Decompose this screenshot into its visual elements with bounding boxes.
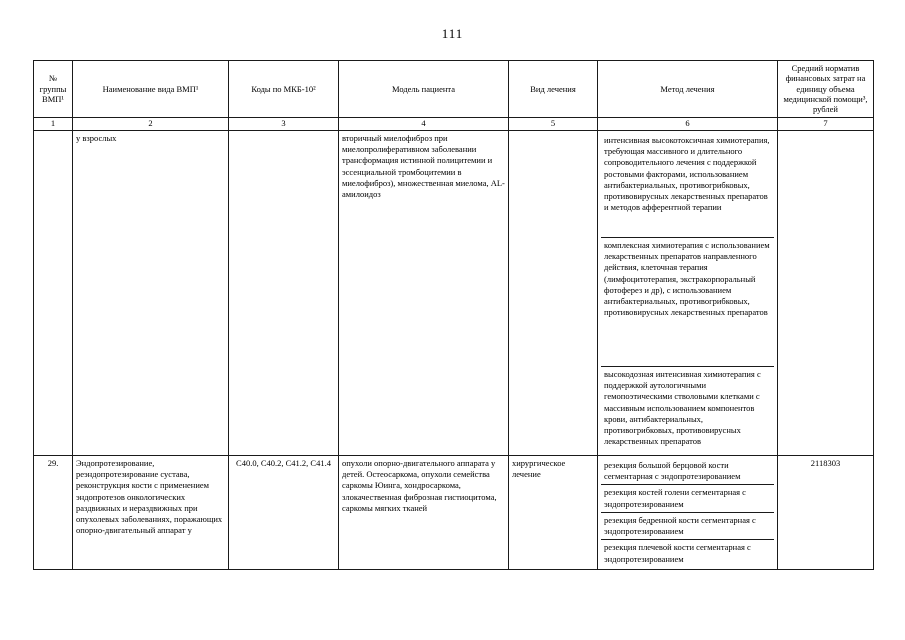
method-item: резекция плечевой кости сегментарная с эндопротезированием bbox=[604, 542, 751, 564]
cell-patient-model: опухоли опорно-двигательного аппарата у детей. Остеосаркома, опухоли семейства саркомы Юинга, хондросаркома, злокачественная фиброзная гистиоцитома, саркомы мягких тканей bbox=[339, 456, 509, 570]
cell-cost bbox=[778, 131, 874, 456]
cell-treatment-type bbox=[509, 131, 598, 456]
table-row bbox=[34, 131, 874, 456]
cell-icd-codes: С40.0, С40.2, С41.2, С41.4 bbox=[229, 456, 339, 570]
method-item: высокодозная интенсивная химиотерапия с поддержкой аутологичными гемопоэтическими стволовыми клетками с массивным использованием компонентов крови, антибактериальных, противогрибковых, противовирусных лекарственных препаратов bbox=[604, 369, 761, 447]
method-item: резекция большой берцовой кости сегментарная с эндопротезированием bbox=[601, 458, 774, 485]
method-item: интенсивная высокотоксичная химиотерапия, требующая массивного и длительного сопроводительного лечения с поддержкой ростовыми факторами, использованием антибактериальных, противогрибковых, противовирусных лекарственных препаратов и методов афферентной терапии bbox=[601, 133, 774, 238]
method-item: резекция костей голени сегментарная с эндопротезированием bbox=[601, 485, 774, 512]
header-group-number: № группы ВМП¹ bbox=[34, 61, 73, 118]
cell-vmp-name: Эндопротезирование, реэндопротезирование сустава, реконструкция кости с применением эндопротезов онкологических раздвижных и нераздвижных при опухолевых заболеваниях, поражающих опорно-двигательный аппарат у bbox=[73, 456, 229, 570]
table-row bbox=[34, 456, 874, 570]
header-treatment-type: Вид лечения bbox=[509, 61, 598, 118]
method-item: комплексная химиотерапия с использованием лекарственных препаратов направленного действия, клеточная терапия (лимфоцитотерапия, экстракорпоральный фотоферез и др), с использованием антибактериальных, противогрибковых, противовирусных лекарственных препаратов bbox=[601, 238, 774, 367]
header-cost-standard: Средний норматив финансовых затрат на единицу объема медицинской помощи³, рублей bbox=[778, 61, 874, 118]
column-number: 4 bbox=[339, 117, 509, 130]
method-item: резекция бедренной кости сегментарная с эндопротезированием bbox=[601, 513, 774, 540]
column-number: 3 bbox=[229, 117, 339, 130]
vmp-table bbox=[33, 60, 874, 570]
table-header-row bbox=[34, 61, 874, 118]
column-number: 2 bbox=[73, 117, 229, 130]
header-patient-model: Модель пациента bbox=[339, 61, 509, 118]
column-number: 7 bbox=[778, 117, 874, 130]
header-treatment-method: Метод лечения bbox=[598, 61, 778, 118]
cell-group-number bbox=[34, 131, 73, 456]
cell-treatment-methods bbox=[598, 456, 778, 570]
column-number-row bbox=[34, 117, 874, 130]
page-number: 111 bbox=[441, 26, 464, 41]
cell-cost: 2118303 bbox=[778, 456, 874, 570]
cell-treatment-type: хирургическое лечение bbox=[509, 456, 598, 570]
header-icd-codes: Коды по МКБ-10² bbox=[229, 61, 339, 118]
cell-treatment-methods bbox=[598, 131, 778, 456]
column-number: 5 bbox=[509, 117, 598, 130]
header-vmp-name: Наименование вида ВМП¹ bbox=[73, 61, 229, 118]
cell-vmp-name: у взрослых bbox=[73, 131, 229, 456]
column-number: 6 bbox=[598, 117, 778, 130]
column-number: 1 bbox=[34, 117, 73, 130]
cell-patient-model: вторичный миелофиброз при миелопролиферативном заболевании трансформация истинной полицитемии и эссенциальной тромбоцитемии в миелофиброз), множественная миелома, AL-амилоидоз bbox=[339, 131, 509, 456]
cell-group-number: 29. bbox=[34, 456, 73, 570]
cell-icd-codes bbox=[229, 131, 339, 456]
